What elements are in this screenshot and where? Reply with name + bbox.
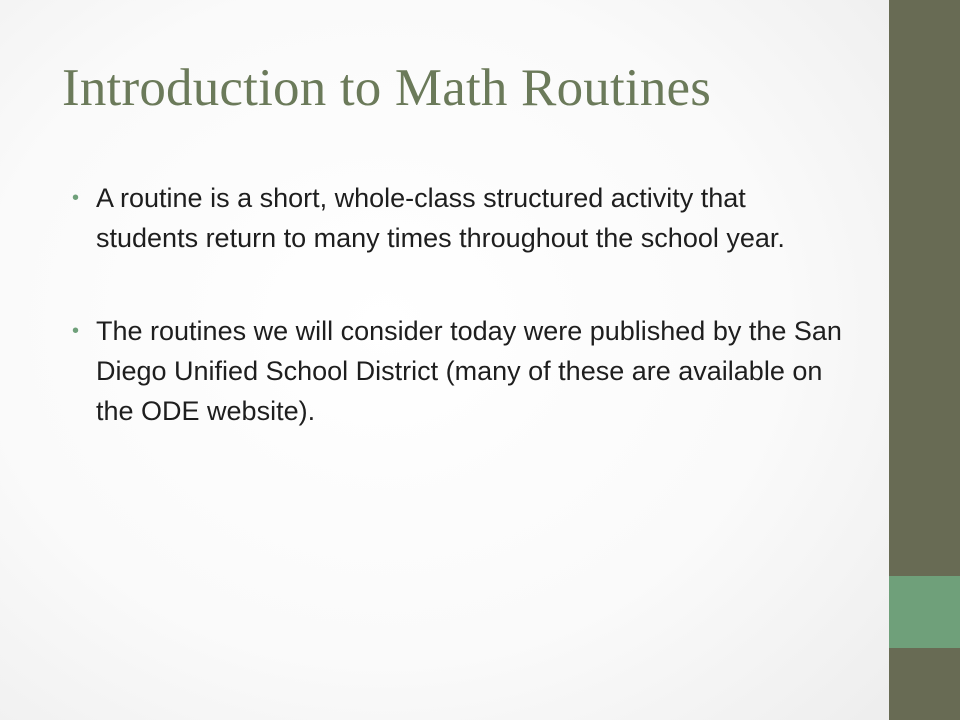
bullet-marker-icon: •: [72, 187, 80, 209]
side-band-top: [889, 0, 960, 576]
side-band-accent: [889, 576, 960, 648]
slide-title: Introduction to Math Routines: [62, 59, 712, 117]
bullet-text: The routines we will consider today were published by the San Diego Unified School District (many of these are available on the ODE website).: [96, 316, 842, 426]
bullet-item: [72, 178, 842, 258]
bullet-item: [72, 311, 842, 431]
bullet-marker-icon: •: [72, 320, 80, 342]
bullet-text: A routine is a short, whole-class structured activity that students return to many times throughout the school year.: [96, 183, 785, 253]
side-band-bottom: [889, 648, 960, 720]
bullet-list: [72, 178, 842, 484]
